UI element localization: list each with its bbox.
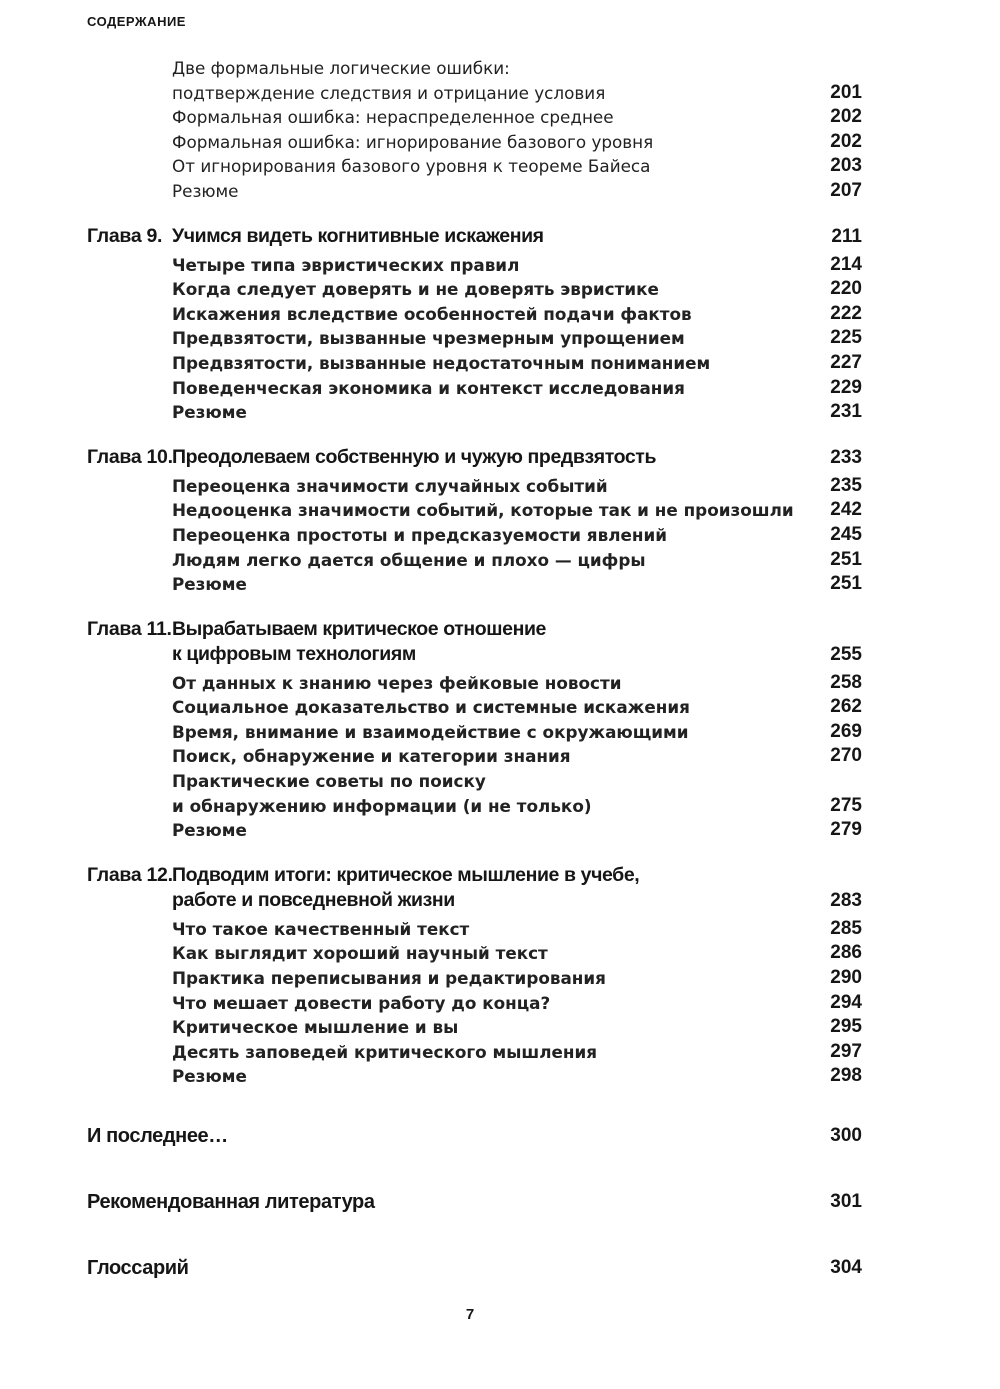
chapter-title: Преодолеваем собственную и чужую предвзятость — [172, 445, 657, 468]
chapter-heading-line — [0, 888, 1000, 913]
toc-entry — [0, 351, 1000, 376]
chapter-entry-list — [0, 474, 1000, 597]
toc-entry — [0, 326, 1000, 351]
back-matter-entry — [0, 1089, 1000, 1155]
toc-entry-title: Переоценка значимости случайных событий — [172, 475, 608, 496]
toc-entry-title: От игнорирования базового уровня к теореме Байеса — [172, 156, 651, 177]
table-of-contents — [0, 56, 1000, 1287]
toc-entry-title: Предвзятости, вызванные чрезмерным упрощением — [172, 328, 685, 349]
toc-entry-page: 275 — [830, 794, 862, 816]
back-matter-title: И последнее… — [87, 1125, 228, 1147]
chapter-heading-line — [0, 642, 1000, 667]
toc-entry-page: 235 — [830, 474, 862, 496]
toc-entry-page: 220 — [830, 278, 862, 300]
toc-entry-title: Критическое мышление и вы — [172, 1017, 459, 1038]
toc-entry-page: 201 — [830, 81, 862, 103]
toc-entry — [0, 1064, 1000, 1089]
chapter-heading-line — [0, 863, 1000, 888]
toc-entry-page: 258 — [830, 671, 862, 693]
toc-entry — [0, 523, 1000, 548]
toc-entry-page: 203 — [830, 155, 862, 177]
toc-entry-page: 245 — [830, 523, 862, 545]
chapter-heading-line — [0, 617, 1000, 642]
back-matter-entry — [0, 1155, 1000, 1221]
toc-entry — [0, 302, 1000, 327]
chapter-block — [0, 224, 1000, 425]
running-head: СОДЕРЖАНИЕ — [87, 14, 186, 29]
back-matter-entry — [0, 1221, 1000, 1287]
back-matter-page: 300 — [830, 1125, 862, 1146]
toc-entry-title: Четыре типа эвристических правил — [172, 254, 520, 275]
toc-entry-title: Поиск, обнаружение и категории знания — [172, 746, 571, 767]
toc-entry-page: 214 — [830, 253, 862, 275]
toc-entry — [0, 917, 1000, 942]
chapter-list — [0, 224, 1000, 1089]
back-matter-page: 304 — [830, 1257, 862, 1278]
toc-entry-page: 298 — [830, 1065, 862, 1087]
toc-entry — [0, 671, 1000, 696]
toc-entry — [0, 744, 1000, 769]
chapter-block — [0, 617, 1000, 843]
toc-entry-title: Резюме — [172, 1066, 247, 1087]
toc-entry-title: Поведенческая экономика и контекст исследования — [172, 377, 685, 398]
intro-entry-list — [0, 56, 1000, 204]
toc-entry-title: Практика переписывания и редактирования — [172, 968, 606, 989]
toc-entry — [0, 548, 1000, 573]
chapter-block — [0, 863, 1000, 1089]
toc-entry-page: 295 — [830, 1016, 862, 1038]
toc-entry-title: Резюме — [172, 820, 247, 841]
chapter-title: Подводим итоги: критическое мышление в учебе, — [172, 863, 640, 886]
toc-entry-title: Социальное доказательство и системные искажения — [172, 697, 690, 718]
toc-entry — [0, 498, 1000, 523]
toc-entry — [0, 794, 1000, 819]
chapter-heading-line — [0, 224, 1000, 249]
toc-entry-page: 262 — [830, 696, 862, 718]
toc-entry-title: Недооценка значимости событий, которые так и не произошли — [172, 500, 794, 521]
toc-entry-page: 251 — [830, 548, 862, 570]
chapter-page: 211 — [831, 225, 862, 247]
back-matter-list — [0, 1089, 1000, 1287]
chapter-heading-line — [0, 445, 1000, 470]
toc-entry-page: 202 — [830, 130, 862, 152]
toc-entry-title: Когда следует доверять и не доверять эвристике — [172, 279, 659, 300]
toc-entry-page: 251 — [830, 573, 862, 595]
toc-entry — [0, 400, 1000, 425]
chapter-label: Глава 10. — [87, 445, 173, 468]
toc-entry-page: 297 — [830, 1040, 862, 1062]
chapter-page: 283 — [830, 889, 862, 911]
chapter-page: 255 — [830, 643, 862, 665]
toc-entry-title: Резюме — [172, 574, 247, 595]
toc-entry — [0, 1015, 1000, 1040]
toc-entry-title: Формальная ошибка: игнорирование базового уровня — [172, 131, 654, 152]
toc-entry — [0, 769, 1000, 794]
toc-entry — [0, 720, 1000, 745]
toc-entry — [0, 277, 1000, 302]
toc-entry — [0, 572, 1000, 597]
chapter-label: Глава 9. — [87, 224, 163, 247]
chapter-title: Вырабатываем критическое отношение — [172, 617, 546, 640]
toc-entry-page: 225 — [830, 327, 862, 349]
toc-entry — [0, 81, 1000, 106]
back-matter-title: Рекомендованная литература — [87, 1191, 375, 1213]
toc-entry — [0, 154, 1000, 179]
chapter-entry-list — [0, 253, 1000, 425]
toc-entry-page: 269 — [830, 720, 862, 742]
toc-entry-title: Практические советы по поиску — [172, 771, 486, 792]
toc-entry-title: Предвзятости, вызванные недостаточным пониманием — [172, 352, 711, 373]
toc-entry-title: Что мешает довести работу до конца? — [172, 992, 551, 1013]
toc-entry-page: 222 — [830, 302, 862, 324]
toc-entry — [0, 179, 1000, 204]
toc-entry-title: Формальная ошибка: нераспределенное среднее — [172, 107, 614, 128]
chapter-entry-list — [0, 671, 1000, 843]
toc-entry-title: Резюме — [172, 180, 239, 201]
chapter-entry-list — [0, 917, 1000, 1089]
chapter-title: к цифровым технологиям — [172, 642, 416, 665]
toc-entry-page: 202 — [830, 106, 862, 128]
toc-entry-page: 286 — [830, 942, 862, 964]
toc-entry-page: 227 — [830, 351, 862, 373]
toc-entry — [0, 966, 1000, 991]
toc-entry-title: Две формальные логические ошибки: — [172, 58, 510, 78]
toc-entry-title: Переоценка простоты и предсказуемости явлений — [172, 524, 667, 545]
toc-entry-title: Десять заповедей критического мышления — [172, 1041, 598, 1062]
toc-entry — [0, 376, 1000, 401]
chapter-label: Глава 12. — [87, 863, 173, 886]
toc-entry-title: Что такое качественный текст — [172, 918, 470, 939]
toc-entry-title: От данных к знанию через фейковые новости — [172, 672, 622, 693]
back-matter-title: Глоссарий — [87, 1257, 189, 1279]
toc-entry-page: 207 — [830, 179, 862, 201]
chapter-block — [0, 445, 1000, 597]
toc-entry-page: 242 — [830, 499, 862, 521]
chapter-title: работе и повседневной жизни — [172, 888, 455, 911]
toc-entry — [0, 474, 1000, 499]
toc-entry-title: Резюме — [172, 402, 247, 423]
toc-entry-page: 285 — [830, 917, 862, 939]
toc-entry-title: Людям легко дается общение и плохо — цифры — [172, 549, 646, 570]
toc-entry-title: Как выглядит хороший научный текст — [172, 943, 548, 964]
toc-entry — [0, 695, 1000, 720]
chapter-page: 233 — [830, 446, 862, 468]
toc-entry — [0, 1040, 1000, 1065]
toc-entry — [0, 56, 1000, 81]
toc-entry-title: Время, внимание и взаимодействие с окружающими — [172, 721, 689, 742]
toc-entry-page: 279 — [830, 819, 862, 841]
toc-entry — [0, 991, 1000, 1016]
chapter-label: Глава 11. — [87, 617, 172, 640]
toc-entry-title: Искажения вследствие особенностей подачи фактов — [172, 303, 692, 324]
chapter-title: Учимся видеть когнитивные искажения — [172, 224, 544, 247]
toc-entry-page: 294 — [830, 991, 862, 1013]
toc-entry — [0, 818, 1000, 843]
toc-entry-page: 270 — [830, 745, 862, 767]
toc-entry-page: 231 — [830, 401, 862, 423]
page-number: 7 — [465, 1306, 475, 1323]
toc-entry-page: 229 — [830, 376, 862, 398]
toc-entry — [0, 130, 1000, 155]
toc-entry-title: подтверждение следствия и отрицание условия — [172, 82, 606, 103]
toc-entry — [0, 105, 1000, 130]
toc-entry-title: и обнаружению информации (и не только) — [172, 795, 592, 816]
toc-entry-page: 290 — [830, 967, 862, 989]
back-matter-page: 301 — [830, 1191, 862, 1212]
toc-entry — [0, 941, 1000, 966]
toc-entry — [0, 253, 1000, 278]
